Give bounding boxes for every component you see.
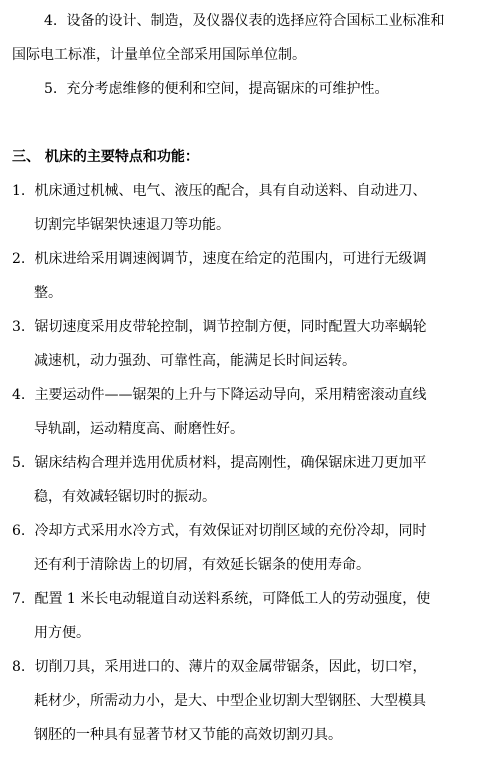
paragraph-line — [12, 412, 479, 446]
item-number: 5. — [12, 455, 26, 471]
intro-item — [12, 72, 479, 106]
line-text: 钢胚的一种具有显著节材又节能的高效切割刃具。 — [34, 727, 342, 743]
line-text: 机床通过机械、电气、液压的配合，具有自动送料、自动进刀、 — [34, 183, 427, 199]
line-text: 充分考虑维修的便利和空间，提高锯床的可维护性。 — [66, 81, 389, 97]
line-text: 切割完毕锯架快速退刀等功能。 — [34, 217, 230, 233]
line-text: 整。 — [34, 285, 62, 301]
line-text: 机床进给采用调速阀调节，速度在给定的范围内，可进行无级调 — [34, 251, 427, 267]
paragraph-line — [12, 582, 479, 616]
line-text: 冷却方式采用水冷方式，有效保证对切削区域的充份冷却，同时 — [34, 523, 427, 539]
paragraph-line — [12, 208, 479, 242]
feature-item — [12, 310, 479, 378]
line-text: 减速机，动力强劲、可靠性高，能满足长时间运转。 — [34, 353, 356, 369]
line-text: 耗材少，所需动力小，是大、中型企业切割大型钢胚、大型模具 — [34, 693, 426, 709]
paragraph-line — [12, 718, 479, 752]
item-number: 5. — [44, 81, 58, 97]
paragraph-line — [12, 684, 479, 718]
line-text: 主要运动件——锯架的上升与下降运动导向，采用精密滚动直线 — [34, 387, 427, 403]
item-number: 1. — [12, 183, 26, 199]
line-text: 锯床结构合理并选用优质材料，提高刚性，确保锯床进刀更加平 — [34, 455, 427, 471]
item-number: 4. — [44, 13, 58, 29]
line-text: 锯切速度采用皮带轮控制，调节控制方便，同时配置大功率蜗轮 — [34, 319, 427, 335]
paragraph-line — [12, 242, 479, 276]
paragraph-line — [12, 38, 479, 72]
line-text: 用方便。 — [34, 625, 90, 641]
section-title: 三、 机床的主要特点和功能： — [12, 149, 199, 165]
line-text: 配置 1 米长电动辊道自动送料系统，可降低工人的劳动强度，使 — [34, 591, 431, 607]
spacer — [12, 106, 479, 140]
feature-item — [12, 582, 479, 650]
feature-item — [12, 378, 479, 446]
item-number: 6. — [12, 523, 26, 539]
line-text: 国际电工标准，计量单位全部采用国际单位制。 — [12, 47, 306, 63]
paragraph-line — [12, 378, 479, 412]
paragraph-line — [12, 548, 479, 582]
paragraph-line — [12, 174, 479, 208]
feature-item — [12, 446, 479, 514]
paragraph-line — [12, 514, 479, 548]
paragraph-line — [12, 310, 479, 344]
paragraph-line — [12, 72, 479, 106]
paragraph-line — [12, 616, 479, 650]
line-text: 导轨副，运动精度高、耐磨性好。 — [34, 421, 244, 437]
item-number: 8. — [12, 659, 26, 675]
paragraph-line — [12, 4, 479, 38]
item-number: 3. — [12, 319, 26, 335]
item-number: 4. — [12, 387, 26, 403]
section-heading — [12, 140, 479, 174]
intro-item — [12, 4, 479, 72]
paragraph-line — [12, 344, 479, 378]
feature-item — [12, 514, 479, 582]
line-text: 稳，有效减轻锯切时的振动。 — [34, 489, 216, 505]
feature-item — [12, 242, 479, 310]
item-number: 2. — [12, 251, 26, 267]
feature-item — [12, 174, 479, 242]
line-text: 还有利于清除齿上的切屑，有效延长锯条的使用寿命。 — [34, 557, 370, 573]
paragraph-line — [12, 276, 479, 310]
feature-item — [12, 650, 479, 752]
line-text: 切削刀具，采用进口的、薄片的双金属带锯条，因此，切口窄， — [34, 659, 427, 675]
paragraph-line — [12, 650, 479, 684]
paragraph-line — [12, 446, 479, 480]
line-text: 设备的设计、制造，及仪器仪表的选择应符合国标工业标准和 — [66, 13, 445, 29]
item-number: 7. — [12, 591, 26, 607]
paragraph-line — [12, 480, 479, 514]
